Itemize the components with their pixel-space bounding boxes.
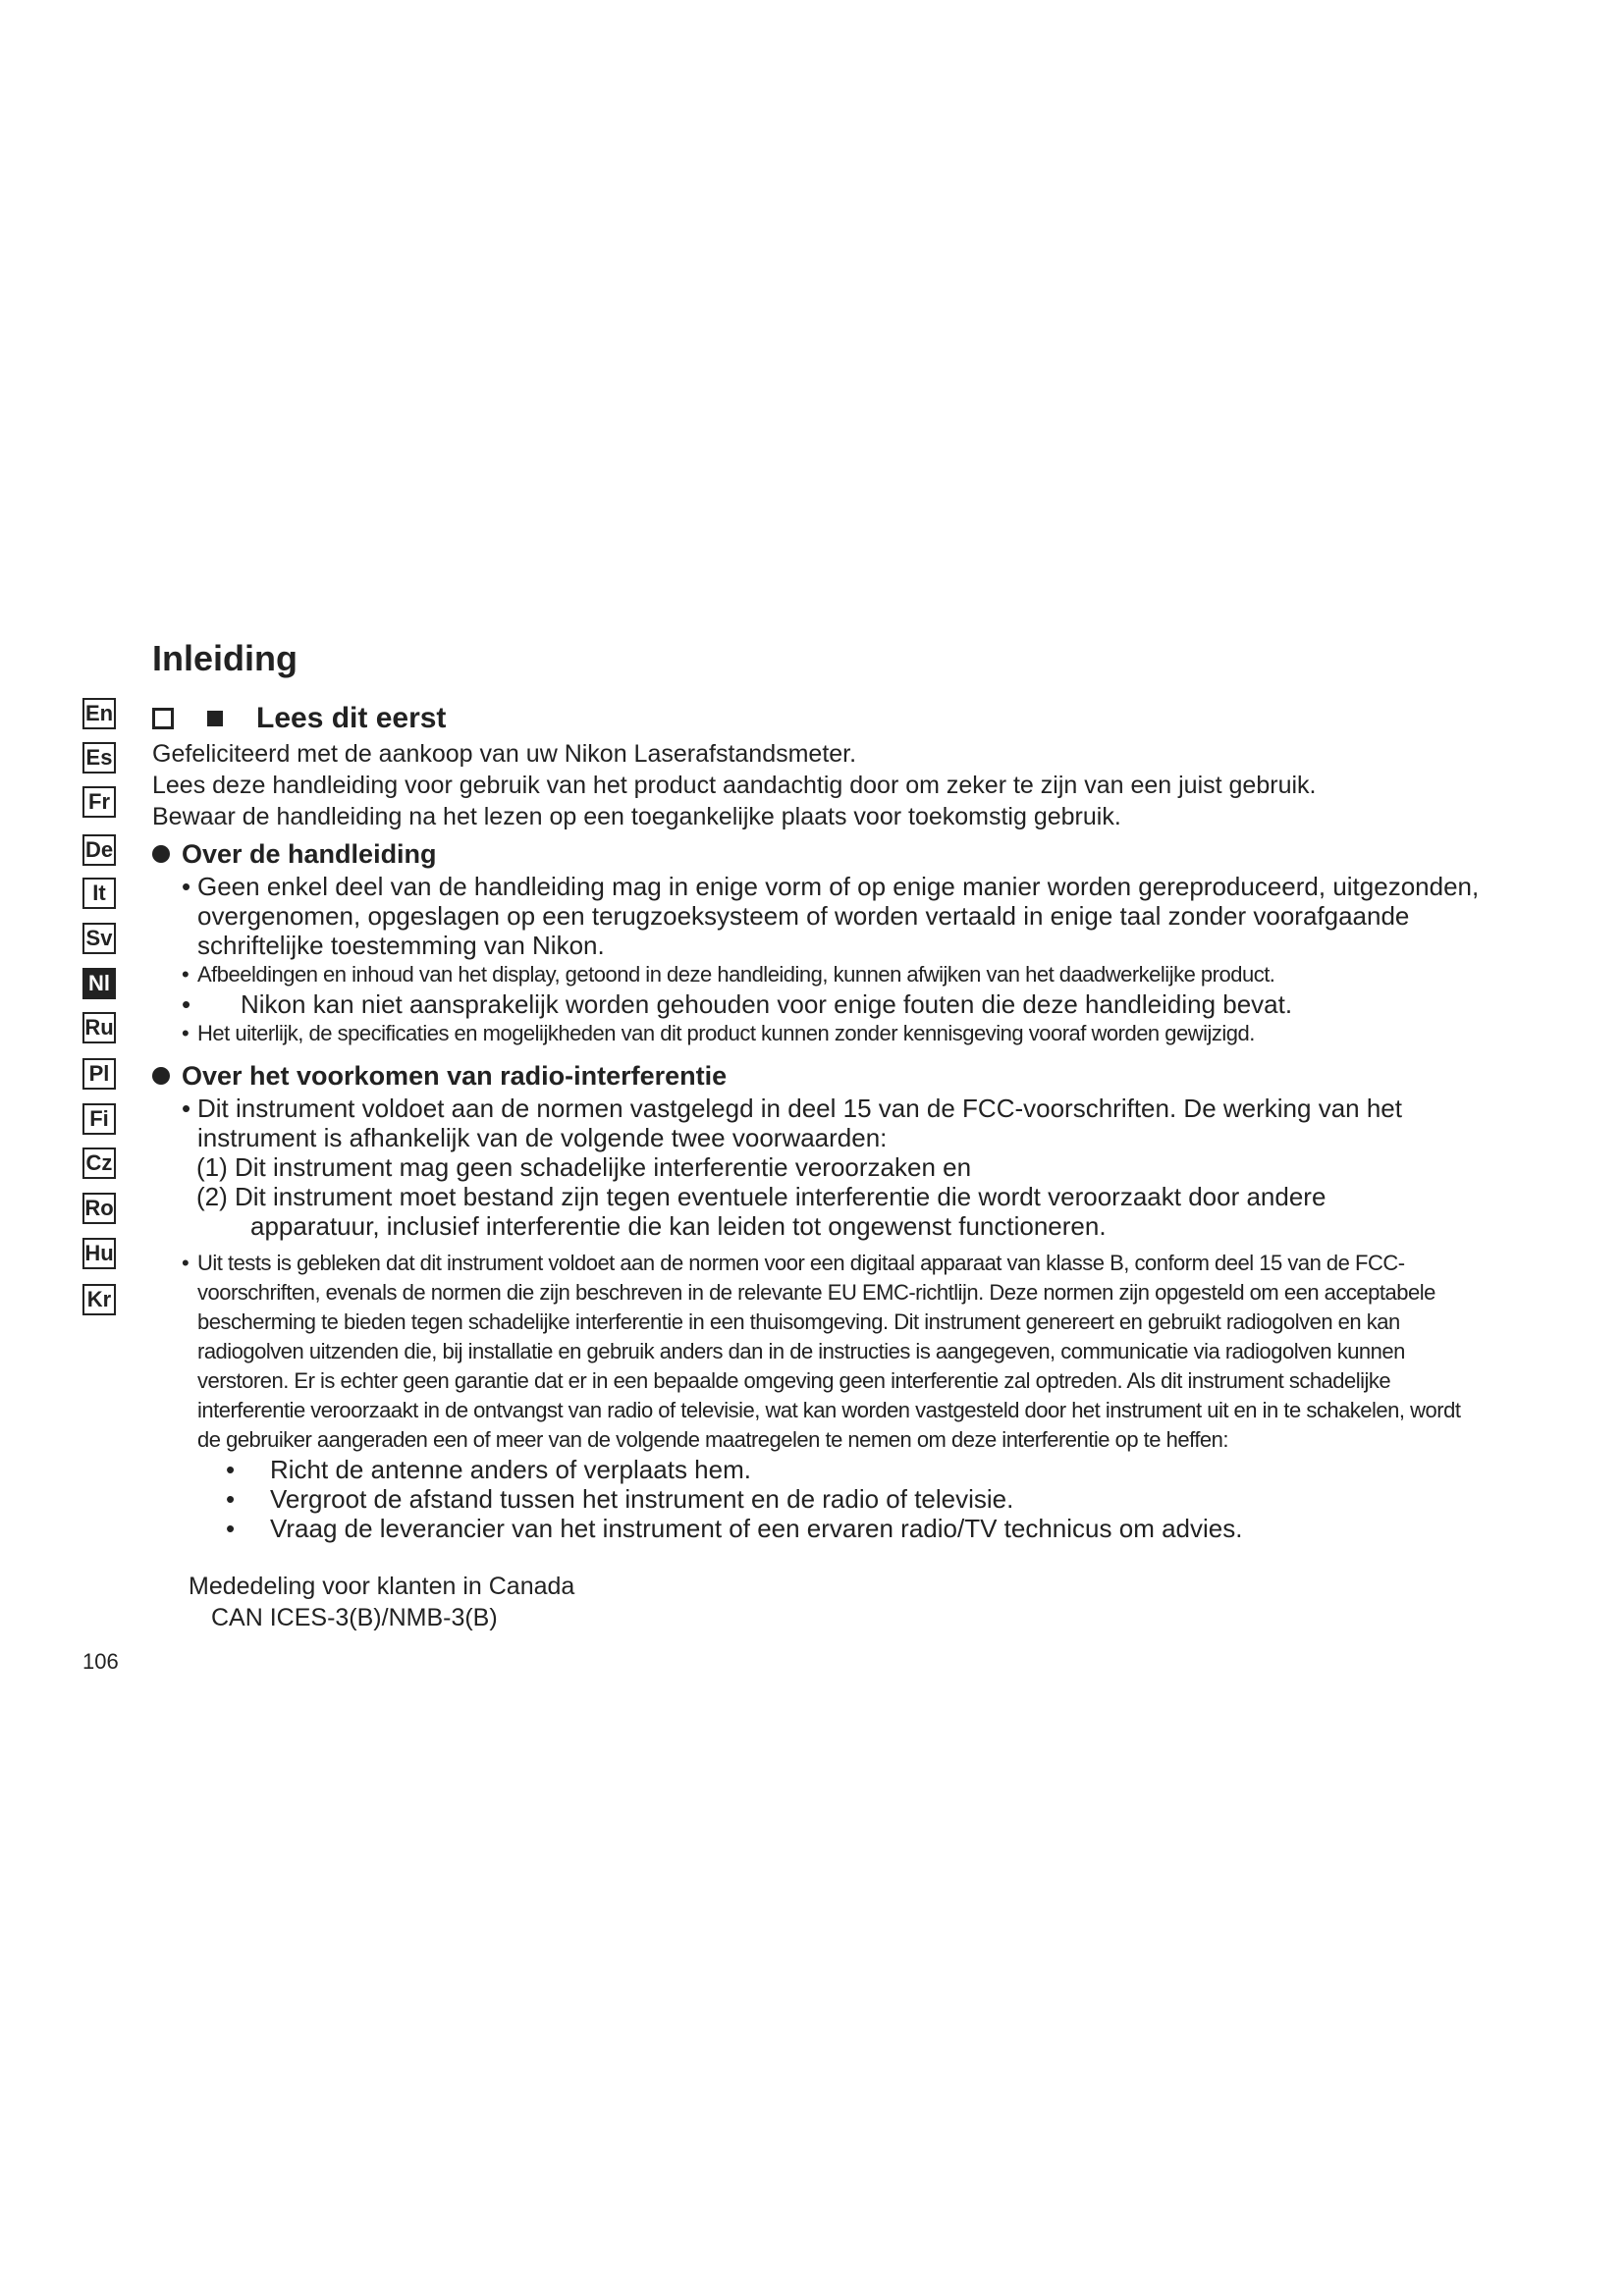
list-item: • Nikon kan niet aansprakelijk worden gehouden voor enige fouten die deze handleiding bevat.: [152, 989, 1488, 1019]
lang-tab-hu[interactable]: Hu: [82, 1238, 116, 1269]
canada-notice: [152, 1571, 1488, 1633]
lang-tab-cz[interactable]: Cz: [82, 1148, 116, 1179]
square-filled-icon: [207, 711, 223, 726]
condition-line: (2) Dit instrument moet bestand zijn tegen eventuele interferentie die wordt veroorzaakt door andere: [196, 1182, 1326, 1211]
lang-tab-es[interactable]: Es: [82, 742, 116, 774]
lang-tab-kr[interactable]: Kr: [82, 1284, 116, 1315]
main-content: [152, 699, 1488, 1633]
intro-line: Gefeliciteerd met de aankoop van uw Nikon Laserafstandsmeter.: [152, 740, 857, 768]
manual-heading: [152, 836, 1488, 872]
radio-heading-text: Over het voorkomen van radio-interferentie: [182, 1060, 728, 1091]
lang-tab-nl[interactable]: Nl: [82, 968, 116, 999]
radio-heading: [152, 1058, 1488, 1094]
fcc-paragraph: • Uit tests is gebleken dat dit instrument voldoet aan de normen voor een digitaal apparaat van klasse B, conform deel 15 van de FCC-voorschriften, evenals de normen die zijn beschreven in de relevante EU EMC-richtlijn. Deze normen zijn opgesteld om een acceptabele bescherming te bieden tegen schadelijke interferentie in een thuisomgeving. Dit instrument genereert en gebruikt radiogolven en kan radiogolven uitzenden die, bij installatie en gebruik anders dan in de instructies is aangegeven, communicatie via radiogolven kunnen verstoren. Er is echter geen garantie dat er in een bepaalde omgeving geen interferentie zal optreden. Als dit instrument schadelijke interferentie veroorzaakt in de ontvangst van radio of televisie, wat kan worden vastgesteld door het instrument uit en in te schakelen, wordt de gebruiker aangeraden een of meer van de volgende maatregelen te nemen om deze interferentie op te heffen:: [152, 1249, 1488, 1455]
lang-tab-sv[interactable]: Sv: [82, 923, 116, 954]
manual-heading-text: Over de handleiding: [182, 838, 437, 869]
lang-tab-ro[interactable]: Ro: [82, 1193, 116, 1224]
manual-list: [152, 872, 1488, 1048]
page-title: Inleiding: [152, 638, 298, 678]
lang-tab-fr[interactable]: Fr: [82, 786, 116, 818]
remedies-list: [152, 1455, 1488, 1543]
lang-tab-ru[interactable]: Ru: [82, 1012, 116, 1043]
intro: [152, 738, 1488, 832]
radio-list: [152, 1094, 1488, 1152]
page-number: 106: [82, 1649, 119, 1674]
list-item: • Afbeeldingen en inhoud van het display, getoond in deze handleiding, kunnen afwijken van het daadwerkelijke product.: [152, 960, 1488, 989]
circle-bullet-icon: [152, 845, 170, 863]
lang-tab-de[interactable]: De: [82, 834, 116, 866]
canada-line: Mededeling voor klanten in Canada: [189, 1573, 575, 1600]
list-item: • Vergroot de afstand tussen het instrument en de radio of televisie.: [152, 1484, 1488, 1514]
lang-tab-pl[interactable]: Pl: [82, 1058, 116, 1090]
checkbox-outline-icon: [152, 708, 174, 729]
list-item: • Dit instrument voldoet aan de normen vastgelegd in deel 15 van de FCC-voorschriften. De werking van het instrument is afhankelijk van de volgende twee voorwaarden:: [152, 1094, 1488, 1152]
circle-bullet-icon: [152, 1067, 170, 1085]
condition-line: apparatuur, inclusief interferentie die kan leiden tot ongewenst functioneren.: [250, 1211, 1107, 1241]
list-item: • Het uiterlijk, de specificaties en mogelijkheden van dit product kunnen zonder kennisgeving vooraf worden gewijzigd.: [152, 1019, 1488, 1048]
canada-code: CAN ICES-3(B)/NMB-3(B): [211, 1604, 498, 1631]
lang-tab-fi[interactable]: Fi: [82, 1103, 116, 1135]
condition-line: (1) Dit instrument mag geen schadelijke interferentie veroorzaken en: [196, 1152, 972, 1182]
section-heading-text: Lees dit eerst: [256, 702, 447, 734]
lang-tab-it[interactable]: It: [82, 878, 116, 909]
list-item: • Vraag de leverancier van het instrument of een ervaren radio/TV technicus om advies.: [152, 1514, 1488, 1543]
section-heading: [152, 699, 1488, 738]
list-item: • Richt de antenne anders of verplaats hem.: [152, 1455, 1488, 1484]
lang-tab-en[interactable]: En: [82, 698, 116, 729]
intro-line: Bewaar de handleiding na het lezen op een toegankelijke plaats voor toekomstig gebruik.: [152, 803, 1121, 830]
intro-line: Lees deze handleiding voor gebruik van het product aandachtig door om zeker te zijn van een juist gebruik.: [152, 772, 1317, 799]
list-item: • Geen enkel deel van de handleiding mag in enige vorm of op enige manier worden gereproduceerd, uitgezonden, overgenomen, opgeslagen op een terugzoeksysteem of worden vertaald in enige taal zonder voorafgaande schriftelijke toestemming van Nikon.: [152, 872, 1488, 960]
